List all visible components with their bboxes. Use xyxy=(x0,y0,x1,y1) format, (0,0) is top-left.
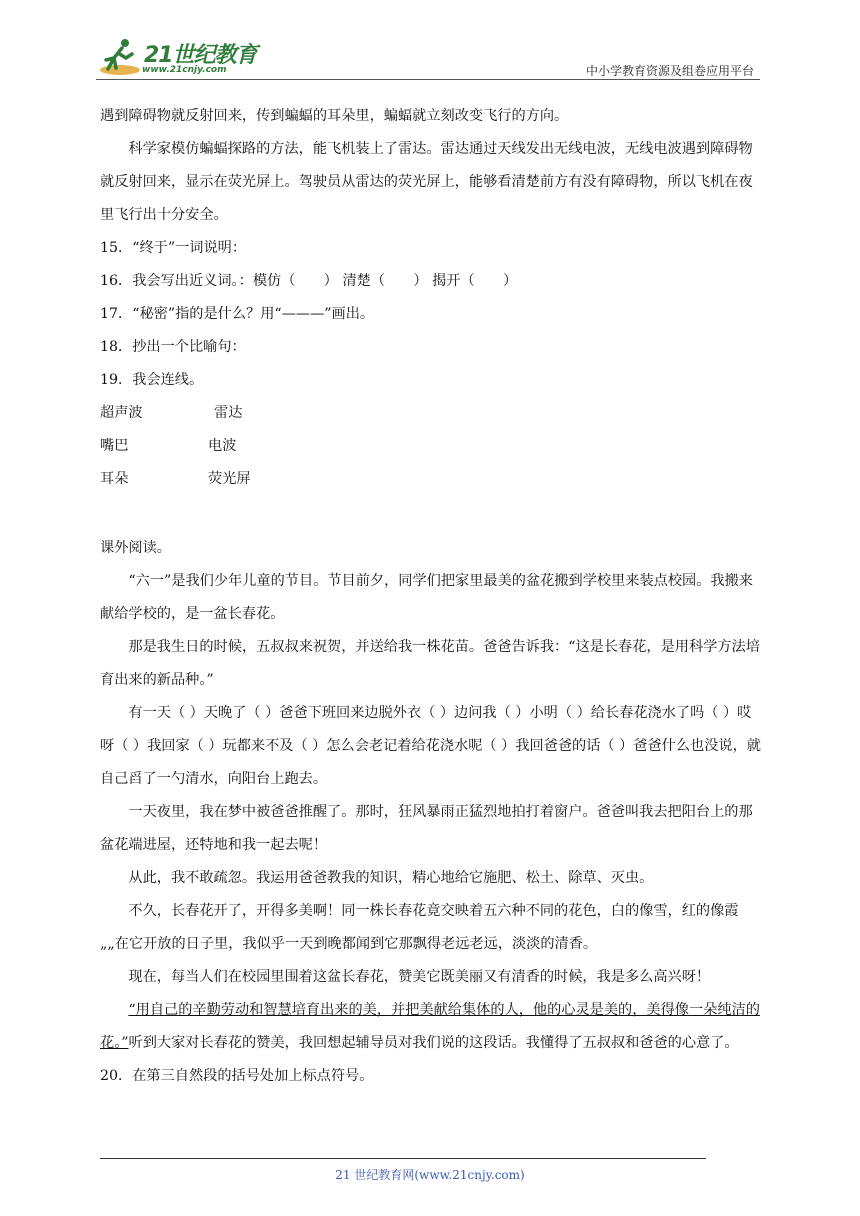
logo-text: 21世纪教育 xyxy=(144,43,257,68)
footer-divider xyxy=(100,1158,706,1159)
reading-paragraph: 一天夜里，我在梦中被爸爸推醒了。那时，狂风暴雨正猛烈地拍打着窗户。爸爸叫我去把阳台上的那盆花端进屋，还特地和我一起去呢！ xyxy=(100,804,753,853)
logo-url: www.21cnjy.com xyxy=(142,65,227,75)
question-16: 16．我会写出近义词。：模仿（ ） 清楚（ ） 揭开（ ） xyxy=(100,273,518,289)
runner-logo-icon xyxy=(98,36,144,78)
passage-paragraph: 遇到障碍物就反射回来，传到蝙蝠的耳朵里，蝙蝠就立刻改变飞行的方向。 xyxy=(100,108,569,124)
reading-paragraph: 有一天（ ）天晚了（ ）爸爸下班回来边脱外衣（ ）边问我（ ）小明（ ）给长春花浇水了吗（ ）哎呀（ ）我回家（ ）玩都来不及（ ）怎么会老记着给花浇水呢（ ）我回爸爸的话（ ）爸爸什么也没说，就自己舀了一勺清水，向阳台上跑去。 xyxy=(100,705,761,787)
reading-paragraph: 那是我生日的时候，五叔叔来祝贺，并送给我一株花苗。爸爸告诉我：“这是长春花，是用科学方法培育出来的新品种。” xyxy=(100,639,760,688)
question-18: 18．抄出一个比喻句： xyxy=(100,339,246,355)
question-17: 17．“秘密”指的是什么？用“———”画出。 xyxy=(100,306,375,322)
match-row xyxy=(100,397,762,430)
reading-paragraph: 从此，我不敢疏忽。我运用爸爸教我的知识，精心地给它施肥、松土、除草、灭虫。 xyxy=(128,870,654,886)
reading-paragraph: 不久，长春花开了，开得多美啊！同一株长春花竟交映着五六种不同的花色，白的像雪，红的像霞„„在它开放的日子里，我似乎一天到晚都闻到它那飘得老远老远，淡淡的清香。 xyxy=(100,903,739,952)
match-right-item: 电波 xyxy=(208,438,237,454)
platform-name: 中小学教育资源及组卷应用平台 xyxy=(585,64,754,78)
match-left-item: 耳朵 xyxy=(100,471,129,487)
match-right-item: 雷达 xyxy=(214,405,243,421)
match-row xyxy=(100,430,762,463)
footer-text: 21 世纪教育网(www.21cnjy.com) xyxy=(335,1168,525,1182)
passage-paragraph: 科学家模仿蝙蝠探路的方法，能飞机装上了雷达。雷达通过天线发出无线电波，无线电波遇到障碍物就反射回来，显示在荧光屏上。驾驶员从雷达的荧光屏上，能够看清楚前方有没有障碍物，所以飞机在夜里飞行出十分安全。 xyxy=(100,141,753,223)
reading-paragraph: “六一”是我们少年儿童的节目。节目前夕，同学们把家里最美的盆花搬到学校里来装点校园。我搬来献给学校的，是一盆长春花。 xyxy=(100,573,753,622)
reading-quote-paragraph xyxy=(100,994,762,1060)
underlined-quote: “用自己的辛勤劳动和智慧培育出来的美，并把美献给集体的人，他的心灵是美的，美得像一朵纯洁的花。” xyxy=(100,1002,760,1051)
reading-title: 课外阅读。 xyxy=(100,540,171,556)
question-15: 15．“终于”一词说明： xyxy=(100,240,247,256)
quote-rest: 听到大家对长春花的赞美，我回想起辅导员对我们说的这段话。我懂得了五叔叔和爸爸的心意了。 xyxy=(128,1035,739,1051)
match-right-item: 荧光屏 xyxy=(208,471,251,487)
match-left-item: 嘴巴 xyxy=(100,438,129,454)
match-row xyxy=(100,463,762,496)
header-divider xyxy=(96,79,760,80)
reading-paragraph: 现在，每当人们在校园里围着这盆长春花，赞美它既美丽又有清香的时候，我是多么高兴呀！ xyxy=(128,969,711,985)
page-header xyxy=(96,34,760,84)
match-left-item: 超声波 xyxy=(100,405,143,421)
question-20: 20．在第三自然段的括号处加上标点符号。 xyxy=(100,1068,374,1084)
question-19: 19．我会连线。 xyxy=(100,372,204,388)
logo xyxy=(96,34,266,80)
document-body xyxy=(100,100,762,1093)
